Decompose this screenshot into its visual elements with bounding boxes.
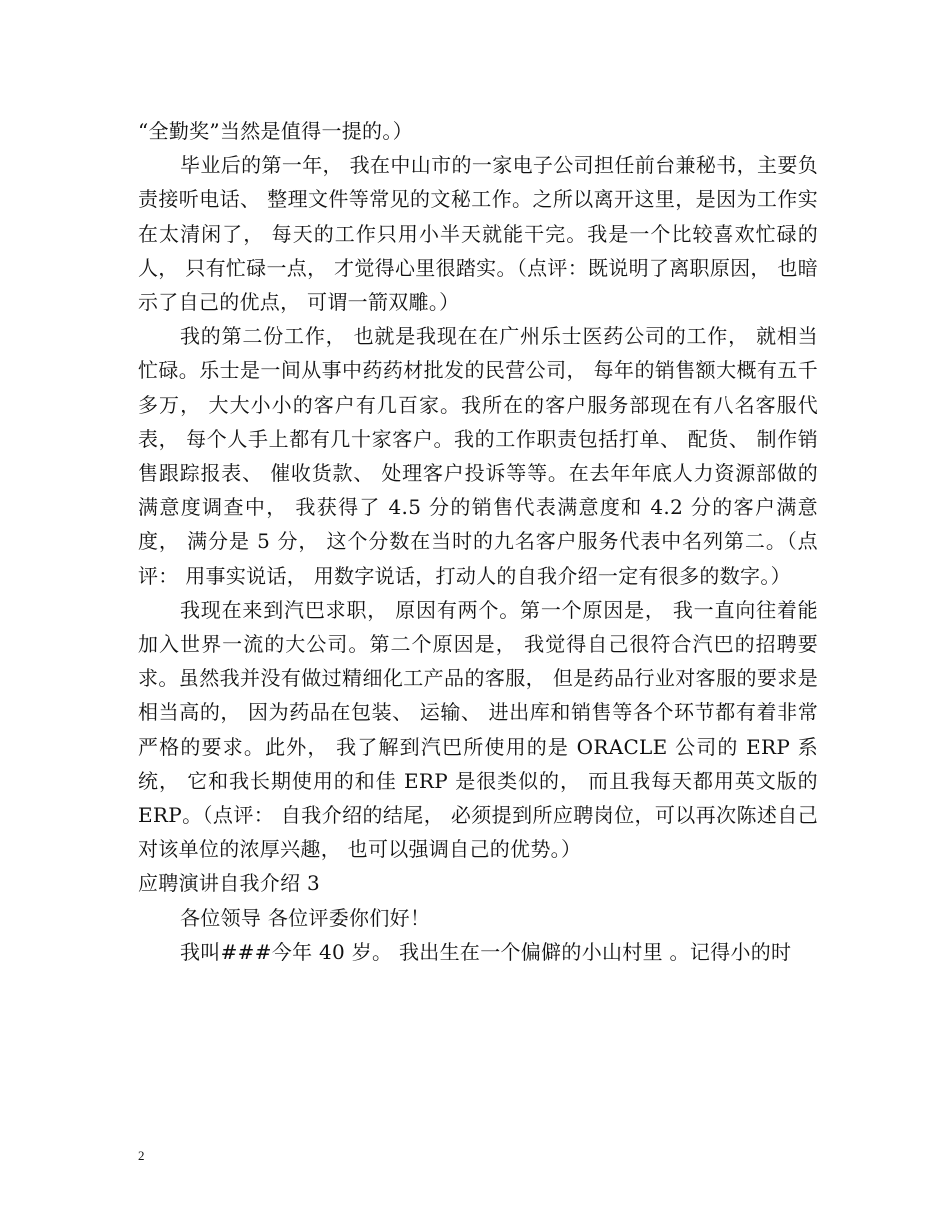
paragraph-second-job: 我的第二份工作， 也就是我现在在广州乐士医药公司的工作， 就相当忙碌。乐士是一间从事中药药材批发的民营公司， 每年的销售额大概有五千多万， 大大小小的客户有几百家。我所在的客户服务部现在有八名客服代表， 每个人手上都有几十家客户。我的工作职责包括打单、 配货、 制作销售跟踪报表、 催收货款、 处理客户投诉等等。在去年年底人力资源部做的满意度调查中， 我获得了 4.5 分的销售代表满意度和 4.2 分的客户满意度， 满分是 5 分， 这个分数在当时的九名客户服务代表中名列第二。（点评： 用事实说话， 用数字说话，打动人的自我介绍一定有很多的数字。） bbox=[138, 324, 818, 588]
document-body bbox=[138, 114, 818, 969]
paragraph-continuation: “全勤奖”当然是值得一提的。） bbox=[138, 119, 413, 143]
paragraph-self-intro: 我叫###今年 40 岁。 我出生在一个偏僻的小山村里 。记得小的时 bbox=[180, 939, 792, 964]
paragraph-greeting: 各位领导 各位评委你们好！ bbox=[180, 905, 431, 930]
section-heading: 应聘演讲自我介绍 3 bbox=[138, 871, 321, 896]
paragraph-reason-for-applying: 我现在来到汽巴求职， 原因有两个。第一个原因是， 我一直向往着能加入世界一流的大公司。第二个原因是， 我觉得自己很符合汽巴的招聘要求。虽然我并没有做过精细化工产品的客服， 但是药品行业对客服的要求是相当高的， 因为药品在包装、 运输、 进出库和销售等各个环节都有着非常严格的要求。此外， 我了解到汽巴所使用的是 ORACLE 公司的 ERP 系统， 它和我长期使用的和佳 ERP 是很类似的， 而且我每天都用英文版的 ERP。（点评： 自我介绍的结尾， 必须提到所应聘岗位，可以再次陈述自己对该单位的浓厚兴趣， 也可以强调自己的优势。） bbox=[138, 597, 818, 862]
paragraph-first-job: 毕业后的第一年， 我在中山市的一家电子公司担任前台兼秘书，主要负责接听电话、 整理文件等常见的文秘工作。之所以离开这里，是因为工作实在太清闲了， 每天的工作只用小半天就能干完。我是一个比较喜欢忙碌的人， 只有忙碌一点， 才觉得心里很踏实。（点评：既说明了离职原因， 也暗示了自己的优点， 可谓一箭双雕。） bbox=[138, 153, 818, 315]
page-number: 2 bbox=[138, 1148, 145, 1163]
